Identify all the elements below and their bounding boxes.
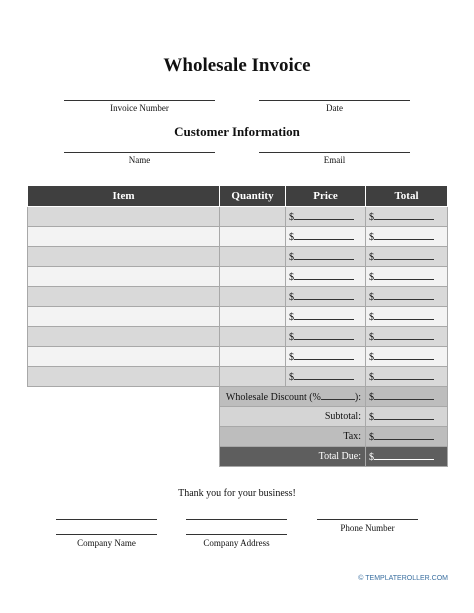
phone-number-line[interactable] — [317, 519, 418, 520]
amount-blank[interactable] — [374, 270, 434, 280]
currency-symbol: $ — [289, 232, 294, 243]
discount-row — [28, 387, 448, 407]
total-cell[interactable] — [366, 247, 448, 267]
email-field[interactable] — [259, 152, 410, 153]
discount-percent-field[interactable] — [321, 390, 355, 400]
item-cell[interactable] — [28, 347, 220, 367]
item-cell[interactable] — [28, 367, 220, 387]
quantity-cell[interactable] — [220, 247, 286, 267]
quantity-cell[interactable] — [220, 367, 286, 387]
company-name-line-2[interactable] — [56, 534, 157, 535]
table-header-row — [28, 186, 448, 207]
currency-symbol: $ — [289, 252, 294, 263]
currency-symbol: $ — [289, 312, 294, 323]
amount-blank[interactable] — [374, 330, 434, 340]
total-cell[interactable] — [366, 327, 448, 347]
currency-symbol: $ — [289, 332, 294, 343]
price-cell[interactable] — [286, 247, 366, 267]
discount-value[interactable]: $ — [366, 387, 448, 407]
amount-blank[interactable] — [294, 330, 354, 340]
price-cell[interactable] — [286, 367, 366, 387]
currency-symbol: $ — [369, 292, 374, 303]
currency-symbol: $ — [289, 292, 294, 303]
price-cell[interactable] — [286, 327, 366, 347]
total-due-label: Total Due: — [220, 447, 366, 467]
footer-link[interactable]: © TEMPLATEROLLER.COM — [358, 575, 448, 582]
amount-blank[interactable] — [374, 290, 434, 300]
price-cell[interactable] — [286, 207, 366, 227]
amount-blank[interactable] — [294, 370, 354, 380]
email-label: Email — [323, 155, 346, 165]
item-cell[interactable] — [28, 227, 220, 247]
quantity-cell[interactable] — [220, 227, 286, 247]
currency-symbol: $ — [369, 352, 374, 363]
quantity-cell[interactable] — [220, 327, 286, 347]
table-row — [28, 347, 448, 367]
amount-blank[interactable] — [374, 310, 434, 320]
subtotal-value[interactable]: $ — [366, 407, 448, 427]
table-row — [28, 367, 448, 387]
currency-symbol: $ — [369, 332, 374, 343]
amount-blank[interactable] — [294, 310, 354, 320]
tax-value[interactable]: $ — [366, 427, 448, 447]
total-cell[interactable] — [366, 307, 448, 327]
company-address-line-1[interactable] — [186, 519, 287, 520]
amount-blank[interactable] — [294, 290, 354, 300]
table-row — [28, 207, 448, 227]
total-cell[interactable] — [366, 347, 448, 367]
table-row — [28, 247, 448, 267]
price-cell[interactable] — [286, 267, 366, 287]
table-row — [28, 327, 448, 347]
price-cell[interactable] — [286, 287, 366, 307]
quantity-cell[interactable] — [220, 207, 286, 227]
currency-symbol: $ — [289, 352, 294, 363]
total-cell[interactable] — [366, 267, 448, 287]
invoice-number-field[interactable] — [64, 100, 215, 101]
phone-number-label: Phone Number — [340, 523, 395, 533]
currency-symbol: $ — [369, 232, 374, 243]
total-due-row — [28, 447, 448, 467]
item-cell[interactable] — [28, 287, 220, 307]
table-row — [28, 287, 448, 307]
tax-row — [28, 427, 448, 447]
quantity-cell[interactable] — [220, 267, 286, 287]
company-name-line-1[interactable] — [56, 519, 157, 520]
date-field[interactable] — [259, 100, 410, 101]
amount-blank[interactable] — [294, 230, 354, 240]
total-due-value[interactable]: $ — [366, 447, 448, 467]
amount-blank[interactable] — [374, 350, 434, 360]
invoice-number-label: Invoice Number — [110, 103, 169, 113]
total-cell[interactable] — [366, 227, 448, 247]
amount-blank[interactable] — [294, 270, 354, 280]
quantity-cell[interactable] — [220, 347, 286, 367]
price-cell[interactable] — [286, 227, 366, 247]
amount-blank[interactable] — [374, 210, 434, 220]
item-cell[interactable] — [28, 247, 220, 267]
quantity-cell[interactable] — [220, 307, 286, 327]
table-row — [28, 267, 448, 287]
header-quantity: Quantity — [220, 186, 286, 207]
item-cell[interactable] — [28, 307, 220, 327]
company-name-label: Company Name — [77, 538, 136, 548]
price-cell[interactable] — [286, 307, 366, 327]
amount-blank[interactable] — [374, 250, 434, 260]
item-cell[interactable] — [28, 207, 220, 227]
table-row — [28, 307, 448, 327]
thank-you-message: Thank you for your business! — [178, 488, 296, 499]
amount-blank[interactable] — [294, 350, 354, 360]
currency-symbol: $ — [369, 372, 374, 383]
currency-symbol: $ — [289, 372, 294, 383]
discount-label: Wholesale Discount (% ): — [220, 387, 366, 407]
currency-symbol: $ — [369, 252, 374, 263]
document-title: Wholesale Invoice — [163, 55, 311, 76]
header-total: Total — [366, 186, 448, 207]
name-field[interactable] — [64, 152, 215, 153]
currency-symbol: $ — [289, 272, 294, 283]
item-cell[interactable] — [28, 267, 220, 287]
item-cell[interactable] — [28, 327, 220, 347]
header-price: Price — [286, 186, 366, 207]
customer-section-title: Customer Information — [174, 124, 300, 139]
price-cell[interactable] — [286, 347, 366, 367]
date-label: Date — [326, 103, 343, 113]
subtotal-label: Subtotal: — [220, 407, 366, 427]
invoice-table — [27, 185, 448, 467]
total-cell[interactable] — [366, 287, 448, 307]
total-cell[interactable] — [366, 207, 448, 227]
name-label: Name — [128, 155, 151, 165]
currency-symbol: $ — [369, 212, 374, 223]
amount-blank[interactable] — [294, 250, 354, 260]
tax-label: Tax: — [220, 427, 366, 447]
company-address-label: Company Address — [203, 538, 270, 548]
subtotal-row — [28, 407, 448, 427]
currency-symbol: $ — [289, 212, 294, 223]
quantity-cell[interactable] — [220, 287, 286, 307]
amount-blank[interactable] — [374, 230, 434, 240]
total-cell[interactable] — [366, 367, 448, 387]
amount-blank[interactable] — [374, 370, 434, 380]
header-item: Item — [28, 186, 220, 207]
company-address-line-2[interactable] — [186, 534, 287, 535]
currency-symbol: $ — [369, 312, 374, 323]
amount-blank[interactable] — [294, 210, 354, 220]
currency-symbol: $ — [369, 272, 374, 283]
table-row — [28, 227, 448, 247]
